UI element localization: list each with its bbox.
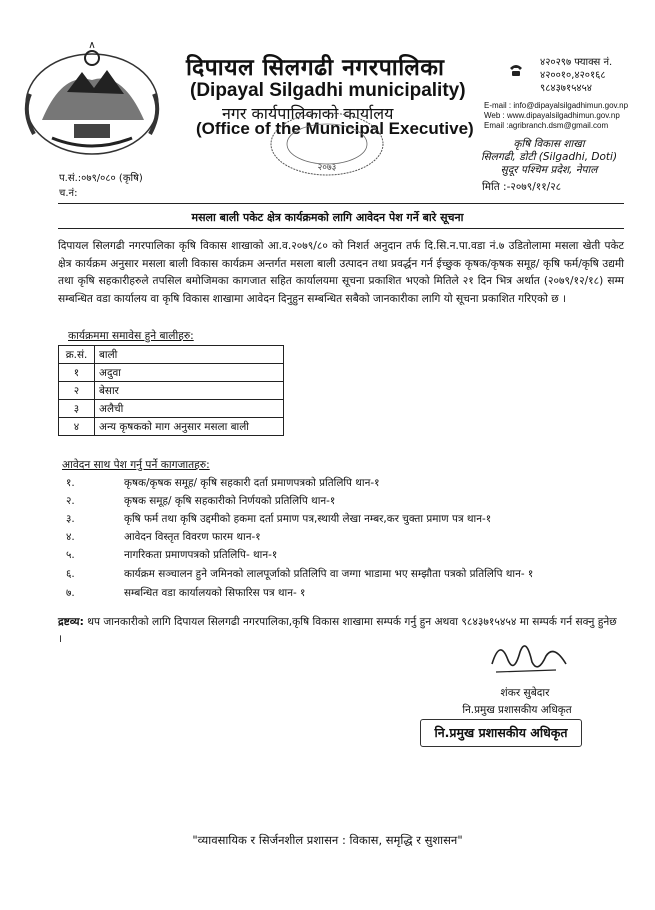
- list-number: ३.: [66, 513, 75, 525]
- phone-line: ४२००१०,४२०१६८: [540, 70, 606, 81]
- office-stamp: [268, 110, 386, 178]
- municipality-name-np: दिपायल सिलगढी नगरपालिका: [186, 55, 445, 81]
- dispatch-no: च.नं:: [59, 188, 78, 199]
- signatory-name: शंकर सुबेदार: [500, 687, 550, 699]
- email-text: E-mail : info@dipayalsilgadhimun.gov.np: [484, 101, 629, 110]
- table-header-cell: क्र.सं.: [59, 346, 95, 364]
- table-cell: २: [59, 382, 95, 400]
- crops-heading: कार्यक्रममा समावेस हुने बालीहरु:: [68, 330, 194, 342]
- designation-stamp: नि.प्रमुख प्रशासकीय अधिकृत: [420, 719, 582, 747]
- branch-line: सुदूर पश्चिम प्रदेश, नेपाल: [500, 164, 598, 176]
- list-number: १.: [66, 477, 75, 489]
- branch-line: कृषि विकास शाखा: [513, 138, 585, 150]
- office-name-np: नगर कार्यपालिकाको कार्यालय: [222, 104, 394, 123]
- date-text: मिति :-२०७९/११/२८: [482, 181, 562, 193]
- contact-info: [484, 101, 628, 131]
- list-number: ५.: [66, 549, 75, 561]
- stamp-year: २०७३: [317, 163, 337, 173]
- documents-heading: आवेदन साथ पेश गर्नु पर्ने कागजातहरु:: [62, 459, 210, 471]
- list-number: ७.: [66, 587, 75, 599]
- list-item: [58, 586, 305, 600]
- footer-motto: "व्यावसायिक र सिर्जनशील प्रशासन : विकास, समृद्धि र सुशासन": [192, 833, 463, 847]
- table-header-row: [59, 346, 284, 364]
- table-cell: ३: [59, 400, 95, 418]
- list-text: नागरिकता प्रमाणपत्रको प्रतिलिपि- थान-१: [124, 549, 278, 561]
- office-name-en: (Office of the Municipal Executive): [196, 119, 474, 138]
- crops-table: [58, 345, 284, 436]
- list-item: [58, 476, 380, 490]
- email2-text: Email :agribranch.dsm@gmail.com: [484, 121, 609, 130]
- branch-line: सिलगढी, डोटी (Silgadhi, Doti): [480, 151, 618, 163]
- signatory-title: नि.प्रमुख प्रशासकीय अधिकृत: [462, 704, 572, 716]
- table-cell: अदुवा: [95, 364, 284, 382]
- list-item: [58, 548, 277, 562]
- list-text: आवेदन विस्तृत विवरण फारम थान-१: [124, 531, 261, 543]
- list-text: सम्बन्धित वडा कार्यालयको सिफारिस पत्र थान- १: [124, 587, 306, 599]
- list-item: [58, 512, 491, 526]
- web-text: Web : www.dipayalsilgadhimun.gov.np: [484, 111, 620, 120]
- list-number: ६.: [66, 568, 75, 580]
- notice-heading: मसला बाली पकेट क्षेत्र कार्यक्रमको लागि आवेदन पेश गर्ने बारे सूचना: [191, 211, 464, 224]
- list-number: २.: [66, 495, 75, 507]
- table-row: [59, 400, 284, 418]
- table-cell: १: [59, 364, 95, 382]
- signature: [486, 634, 572, 680]
- table-row: [59, 364, 284, 382]
- phone-icon: [508, 62, 524, 78]
- note-text: थप जानकारीको लागि दिपायल सिलगढी नगरपालिका,कृषि विकास शाखामा सम्पर्क गर्नु हुन अथवा ९८४३७१५४५४ मा सम्पर्क गर्न सक्नु हुनेछ ।: [58, 616, 617, 645]
- notice-body: दिपायल सिलगढी नगरपालिका कृषि विकास शाखाको आ.व.२०७९/८० को निशर्त अनुदान तर्फ दि.सि.न.पा.वडा नं.७ उडितोलामा मसला खेती पकेट क्षेत्र कार्यक्रम अनुसार मसला बाली विकास कार्यक्रम अन्तर्गत मसला बाली उत्पादन तथा प्रवर्द्धन गर्न ईच्छुक कृषक/कृषक समूह/ कृषि फर्म/कृषि उद्यमी तथा कृषि सहकारीहरुले तपसिल बमोजिमका कागजात सहित कार्यालयमा सूचना प्रकाशित भएको मितिले २१ दिन भित्र अर्थात (२०७९/१२/१८) सम्म सम्बन्धित वडा कार्यालय वा कृषि विकास शाखामा आवेदन दिनुहुन सम्बन्धित सबैको जानकारीका लागि यो सूचना प्रकाशित गरिएको छ ।: [58, 240, 624, 305]
- table-row: [59, 418, 284, 436]
- table-cell: अन्य कृषकको माग अनुसार मसला बाली: [95, 418, 284, 436]
- table-cell: बेसार: [95, 382, 284, 400]
- list-item: [58, 567, 533, 581]
- table-cell: अलैची: [95, 400, 284, 418]
- header-divider: [58, 203, 624, 204]
- phone-line: ४२०२९७ फ्याक्स नं.: [540, 57, 613, 68]
- table-header-cell: बाली: [95, 346, 284, 364]
- list-text: कृषक/कृषक समूह/ कृषि सहकारी दर्ता प्रमाणपत्रको प्रतिलिपि थान-१: [124, 477, 380, 489]
- ref-no: प.सं.:०७९/०८० (कृषि): [59, 173, 143, 184]
- municipality-name-en: (Dipayal Silgadhi municipality): [190, 80, 466, 101]
- list-text: कृषि फर्म तथा कृषि उद्दमीको हकमा दर्ता प्रमाण पत्र,स्थायी लेखा नम्बर,कर चुक्ता प्रमाण पत्र थान-१: [124, 513, 492, 525]
- nepal-emblem-icon: [12, 42, 172, 160]
- heading-divider: [58, 228, 624, 229]
- note-label: द्रष्टव्य:: [58, 616, 84, 628]
- table-row: [59, 382, 284, 400]
- table-cell: ४: [59, 418, 95, 436]
- list-text: कृषक समूह/ कृषि सहकारीको निर्णयको प्रतिलिपि थान-१: [124, 495, 336, 507]
- reference-numbers: [59, 171, 143, 201]
- list-item: [58, 530, 261, 544]
- list-item: [58, 494, 335, 508]
- list-number: ४.: [66, 531, 75, 543]
- phone-line: ९८४३७१५४५४: [540, 83, 592, 94]
- branch-info: [474, 138, 624, 177]
- phone-numbers: [540, 56, 612, 95]
- list-text: कार्यक्रम सञ्चालन हुने जमिनको लालपूर्जाको प्रतिलिपि वा जग्गा भाडामा भए सम्झौता पत्रको प्रतिलिपि थान- १: [124, 568, 534, 580]
